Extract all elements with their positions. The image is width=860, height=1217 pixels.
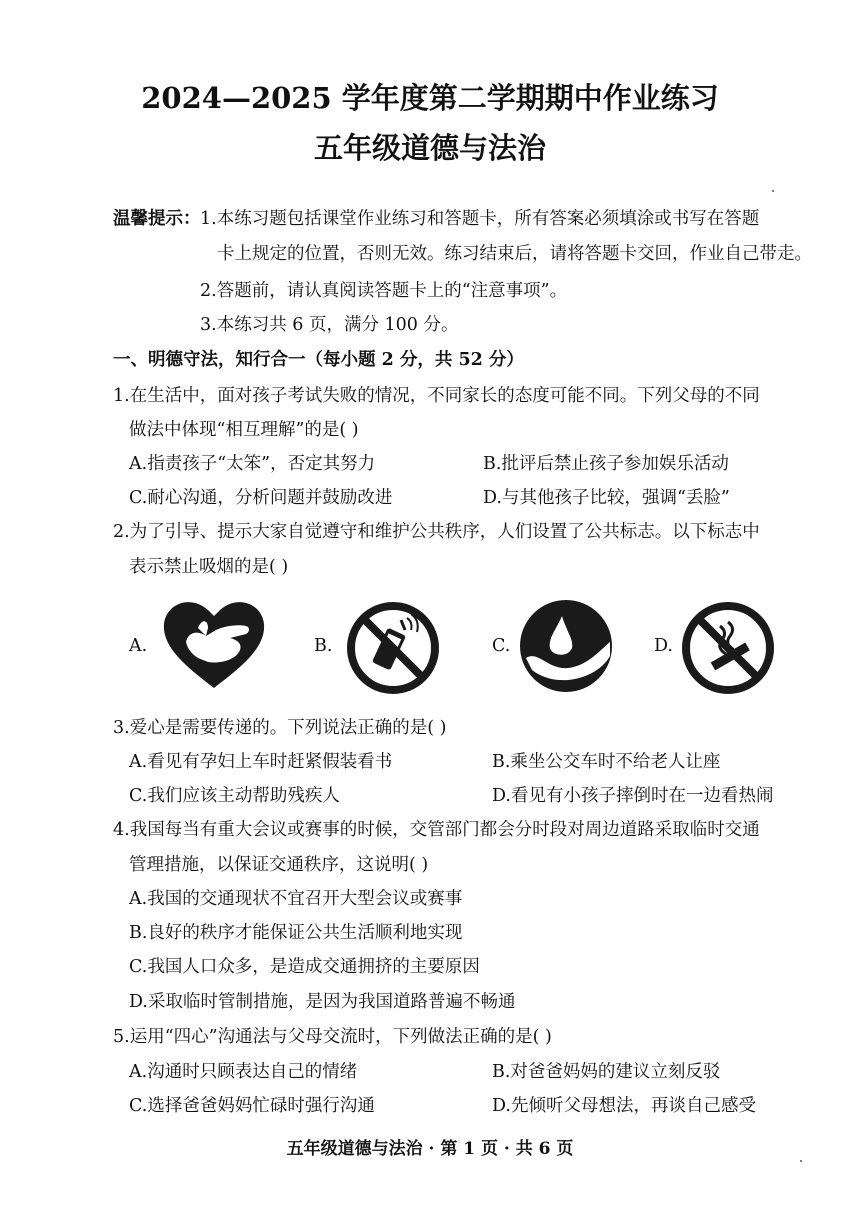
q1-option-c: C.耐心沟通，分析问题并鼓励改进	[129, 488, 393, 508]
q2-label-a: A.	[129, 636, 148, 656]
notice-item1-line1: 1.本练习题包括课堂作业练习和答题卡，所有答案必须填涂或书写在答题	[200, 209, 760, 229]
no-smoking-icon	[680, 600, 776, 696]
q2-stem-line1: 2.为了引导、提示大家自觉遵守和维护公共秩序，人们设置了公共标志。以下标志中	[113, 522, 760, 542]
q1-option-a: A.指责孩子“太笨”，否定其努力	[129, 454, 376, 474]
q4-option-d: D.采取临时管制措施，是因为我国道路普遍不畅通	[129, 992, 516, 1012]
section1-heading: 一、明德守法，知行合一（每小题 2 分，共 52 分）	[113, 350, 524, 370]
q2-stem-line2: 表示禁止吸烟的是( )	[129, 557, 289, 577]
q4-option-a: A.我国的交通现状不宜召开大型会议或赛事	[129, 889, 463, 909]
q5-stem: 5.运用“四心”沟通法与父母交流时，下列做法正确的是( )	[113, 1027, 552, 1047]
notice-item2: 2.答题前，请认真阅读答题卡上的“注意事项”。	[200, 281, 568, 301]
q3-option-c: C.我们应该主动帮助残疾人	[129, 786, 340, 806]
q4-option-b: B.良好的秩序才能保证公共生活顺利地实现	[129, 923, 463, 943]
exam-title: 2024—2025 学年度第二学期期中作业练习	[141, 81, 719, 115]
q2-label-b: B.	[314, 636, 333, 656]
water-drop-icon	[518, 598, 614, 694]
q2-label-d: D.	[654, 636, 673, 656]
exam-subtitle: 五年级道德与法治	[313, 131, 546, 165]
notice-item1-line2: 卡上规定的位置，否则无效。练习结束后，请将答题卡交回，作业自己带走。	[217, 244, 812, 264]
q4-stem-line2: 管理措施，以保证交通秩序，这说明( )	[129, 855, 429, 875]
scan-speck	[800, 1160, 802, 1162]
q5-option-b: B.对爸爸妈妈的建议立刻反驳	[492, 1062, 721, 1082]
no-mobile-phone-icon	[345, 600, 441, 696]
notice-item3: 3.本练习共 6 页，满分 100 分。	[200, 315, 459, 335]
q3-option-b: B.乘坐公交车时不给老人让座	[492, 752, 721, 772]
q4-stem-line1: 4.我国每当有重大会议或赛事的时候，交管部门都会分时段对周边道路采取临时交通	[113, 820, 760, 840]
q2-label-c: C.	[492, 636, 511, 656]
q1-stem-line2: 做法中体现“相互理解”的是( )	[129, 420, 359, 440]
q3-option-d: D.看见有小孩子摔倒时在一边看热闹	[492, 786, 774, 806]
scan-speck	[772, 190, 774, 192]
notice-prefix: 温馨提示：	[113, 209, 201, 229]
helping-hand-heart-icon	[158, 596, 270, 696]
q5-option-c: C.选择爸爸妈妈忙碌时强行沟通	[129, 1096, 375, 1116]
page-footer: 五年级道德与法治 · 第 1 页 · 共 6 页	[286, 1139, 574, 1159]
q3-stem: 3.爱心是需要传递的。下列说法正确的是( )	[113, 718, 447, 738]
q3-option-a: A.看见有孕妇上车时赶紧假装看书	[129, 752, 393, 772]
q5-option-d: D.先倾听父母想法，再谈自己感受	[492, 1096, 756, 1116]
q1-stem-line1: 1.在生活中，面对孩子考试失败的情况，不同家长的态度可能不同。下列父母的不同	[113, 386, 760, 406]
q4-option-c: C.我国人口众多，是造成交通拥挤的主要原因	[129, 957, 480, 977]
q5-option-a: A.沟通时只顾表达自己的情绪	[129, 1062, 358, 1082]
q1-option-b: B.批评后禁止孩子参加娱乐活动	[483, 454, 729, 474]
q1-option-d: D.与其他孩子比较，强调“丢脸”	[483, 488, 730, 508]
